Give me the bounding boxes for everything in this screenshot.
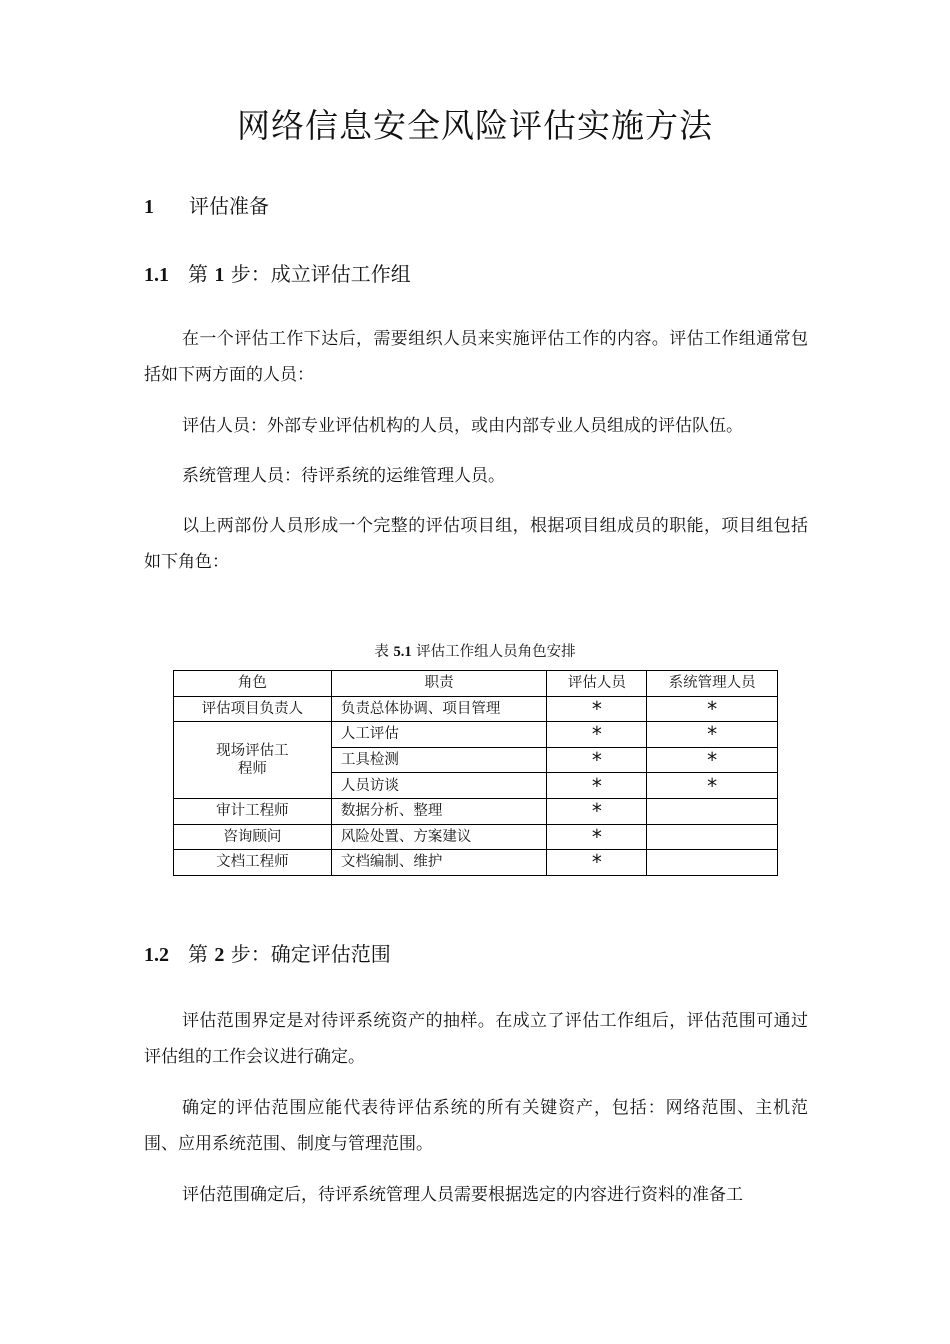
assessor-mark: * <box>547 850 647 876</box>
header-cell: 系统管理人员 <box>647 671 778 697</box>
assessor-mark: * <box>547 696 647 722</box>
duty-cell: 人工评估 <box>331 722 547 748</box>
table-header-row <box>174 671 778 697</box>
table-caption: 表 5.1 评估工作组人员角色安排 <box>374 644 576 660</box>
paragraph: 在一个评估工作下达后，需要组织人员来实施评估工作的内容。评估工作组通常包括如下两方面的人员： <box>144 329 808 385</box>
admin-mark: * <box>647 773 778 799</box>
section-heading-1 <box>144 191 269 222</box>
duty-cell: 人员访谈 <box>331 773 547 799</box>
assessor-mark: * <box>547 722 647 748</box>
section-heading-1-1 <box>144 259 411 290</box>
role-cell: 咨询顾问 <box>174 824 332 850</box>
step-number: 1 <box>214 264 225 286</box>
step-number: 2 <box>214 944 225 966</box>
heading-prefix: 第 <box>188 262 215 286</box>
header-cell: 职责 <box>331 671 547 697</box>
section-number: 1.1 <box>144 264 169 286</box>
table-row <box>174 798 778 824</box>
header-cell: 角色 <box>174 671 332 697</box>
assessor-mark: * <box>547 747 647 773</box>
table-row <box>174 850 778 876</box>
assessor-mark: * <box>547 824 647 850</box>
duty-cell: 负责总体协调、项目管理 <box>331 696 547 722</box>
assessor-mark: * <box>547 798 647 824</box>
section-heading-1-2 <box>144 939 391 970</box>
admin-mark: * <box>647 747 778 773</box>
heading-prefix: 第 <box>188 942 215 966</box>
heading-text: 步：成立评估工作组 <box>224 262 411 286</box>
section-number: 1 <box>144 196 154 218</box>
admin-mark: * <box>647 722 778 748</box>
table-number: 5.1 <box>393 644 412 660</box>
header-cell: 评估人员 <box>547 671 647 697</box>
admin-mark <box>647 850 778 876</box>
role-cell: 审计工程师 <box>174 798 332 824</box>
section-title: 评估准备 <box>189 194 269 218</box>
paragraph: 系统管理人员：待评系统的运维管理人员。 <box>182 466 505 486</box>
paragraph: 评估范围界定是对待评系统资产的抽样。在成立了评估工作组后，评估范围可通过评估组的工作会议进行确定。 <box>144 1011 808 1067</box>
roles-table <box>173 670 778 876</box>
admin-mark <box>647 798 778 824</box>
duty-cell: 文档编制、维护 <box>331 850 547 876</box>
admin-mark <box>647 824 778 850</box>
paragraph: 评估人员：外部专业评估机构的人员，或由内部专业人员组成的评估队伍。 <box>182 416 743 436</box>
duty-cell: 风险处置、方案建议 <box>331 824 547 850</box>
duty-cell: 数据分析、整理 <box>331 798 547 824</box>
table-row <box>174 696 778 722</box>
heading-text: 步：确定评估范围 <box>224 942 391 966</box>
document-title: 网络信息安全风险评估实施方法 <box>237 106 713 145</box>
role-cell: 现场评估工程师 <box>174 722 332 799</box>
role-cell: 文档工程师 <box>174 850 332 876</box>
table-row <box>174 722 778 748</box>
paragraph: 以上两部份人员形成一个完整的评估项目组，根据项目组成员的职能，项目组包括如下角色： <box>144 516 808 572</box>
assessor-mark: * <box>547 773 647 799</box>
section-number: 1.2 <box>144 944 169 966</box>
table-row <box>174 824 778 850</box>
paragraph: 确定的评估范围应能代表待评估系统的所有关键资产，包括：网络范围、主机范围、应用系统范围、制度与管理范围。 <box>144 1098 808 1154</box>
paragraph: 评估范围确定后，待评系统管理人员需要根据选定的内容进行资料的准备工 <box>182 1185 743 1205</box>
admin-mark: * <box>647 696 778 722</box>
role-cell: 评估项目负责人 <box>174 696 332 722</box>
duty-cell: 工具检测 <box>331 747 547 773</box>
